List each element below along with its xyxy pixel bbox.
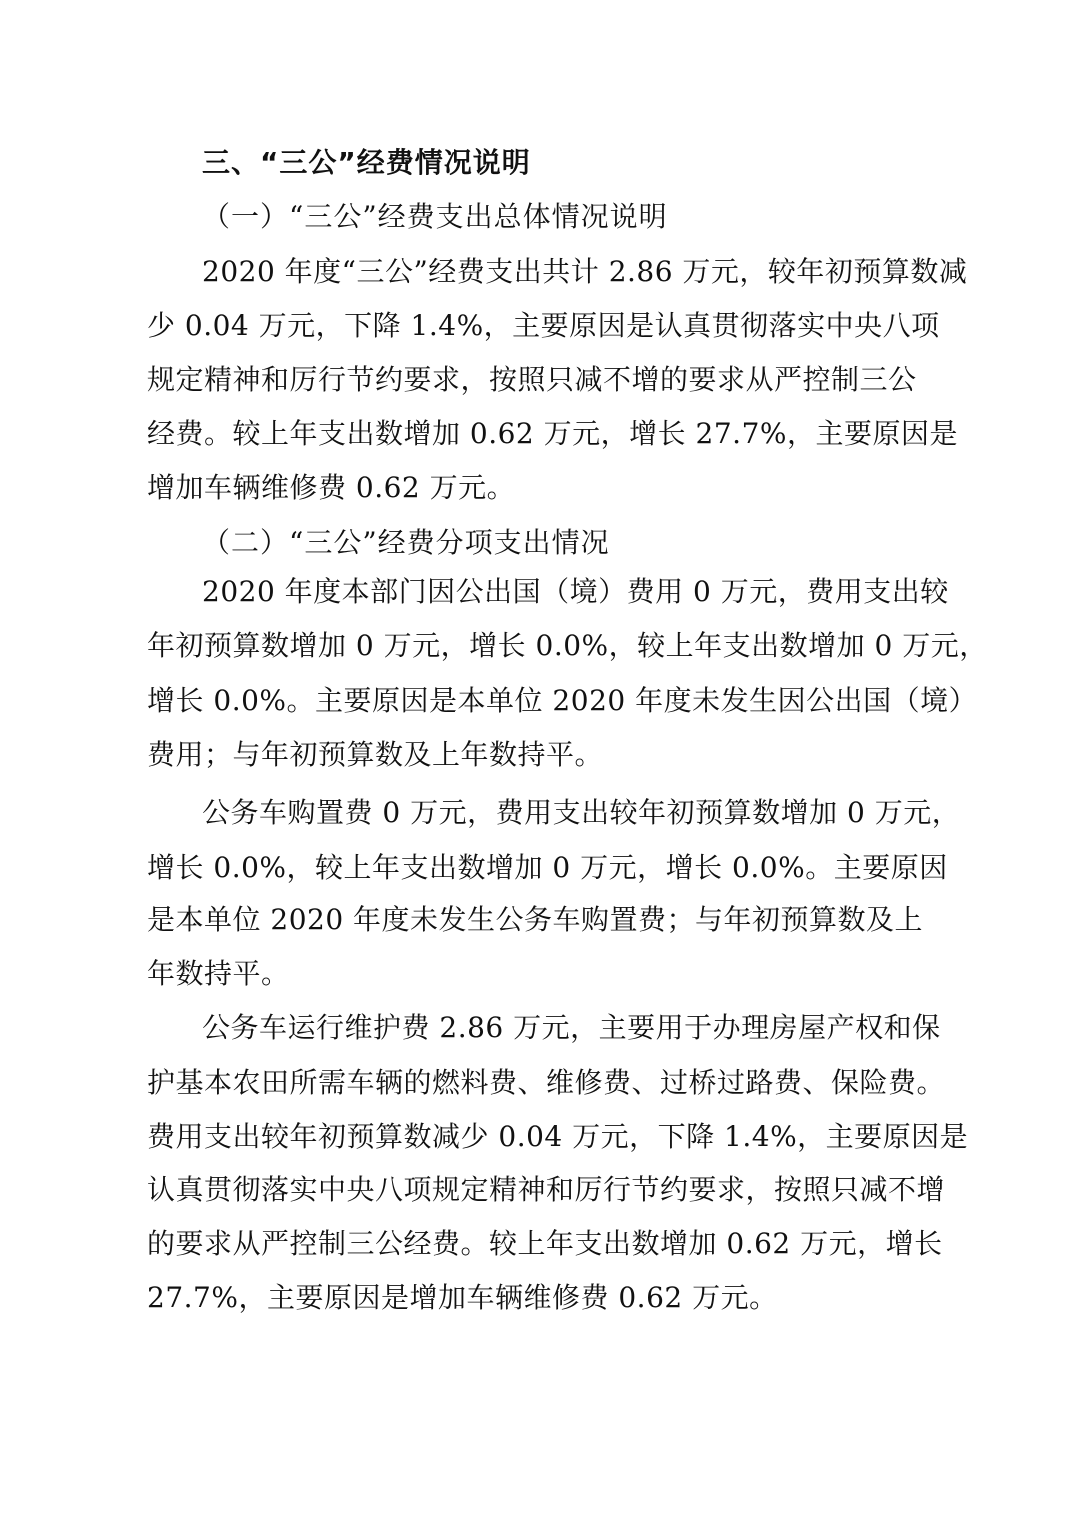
paragraph-line: 27.7%，主要原因是增加车辆维修费 0.62 万元。	[147, 1281, 778, 1314]
paragraph-line: 年初预算数增加 0 万元，增长 0.0%，较上年支出数增加 0 万元，	[147, 629, 988, 662]
paragraph-line: 的要求从严控制三公经费。较上年支出数增加 0.62 万元，增长	[147, 1227, 943, 1260]
section-heading: 三、“三公”经费情况说明	[202, 146, 531, 179]
subsection-1-heading: （一）“三公”经费支出总体情况说明	[202, 200, 668, 233]
subsection-2-heading: （二）“三公”经费分项支出情况	[202, 526, 610, 559]
paragraph-line: 增长 0.0%，较上年支出数增加 0 万元，增长 0.0%。主要原因	[147, 851, 948, 884]
paragraph-line: 公务车购置费 0 万元，费用支出较年初预算数增加 0 万元，	[202, 796, 961, 829]
paragraph-line: 规定精神和厉行节约要求，按照只减不增的要求从严控制三公	[147, 363, 917, 396]
paragraph-line: 是本单位 2020 年度未发生公务车购置费；与年初预算数及上	[147, 903, 924, 936]
paragraph-line: 少 0.04 万元，下降 1.4%，主要原因是认真贯彻落实中央八项	[147, 309, 940, 342]
paragraph-line: 护基本农田所需车辆的燃料费、维修费、过桥过路费、保险费。	[147, 1066, 946, 1099]
paragraph-line: 年数持平。	[147, 957, 290, 990]
paragraph-line: 公务车运行维护费 2.86 万元，主要用于办理房屋产权和保	[202, 1011, 941, 1044]
paragraph-line: 经费。较上年支出数增加 0.62 万元，增长 27.7%，主要原因是	[147, 417, 958, 450]
paragraph-line: 增加车辆维修费 0.62 万元。	[147, 471, 516, 504]
paragraph-line: 费用支出较年初预算数减少 0.04 万元，下降 1.4%，主要原因是	[147, 1120, 969, 1153]
paragraph-line: 认真贯彻落实中央八项规定精神和厉行节约要求，按照只减不增	[147, 1173, 946, 1206]
paragraph-line: 增长 0.0%。主要原因是本单位 2020 年度未发生因公出国（境）	[147, 684, 978, 717]
paragraph-line: 2020 年度本部门因公出国（境）费用 0 万元，费用支出较	[202, 575, 949, 608]
paragraph-line: 2020 年度“三公”经费支出共计 2.86 万元，较年初预算数减	[202, 255, 968, 288]
paragraph-line: 费用；与年初预算数及上年数持平。	[147, 738, 604, 771]
